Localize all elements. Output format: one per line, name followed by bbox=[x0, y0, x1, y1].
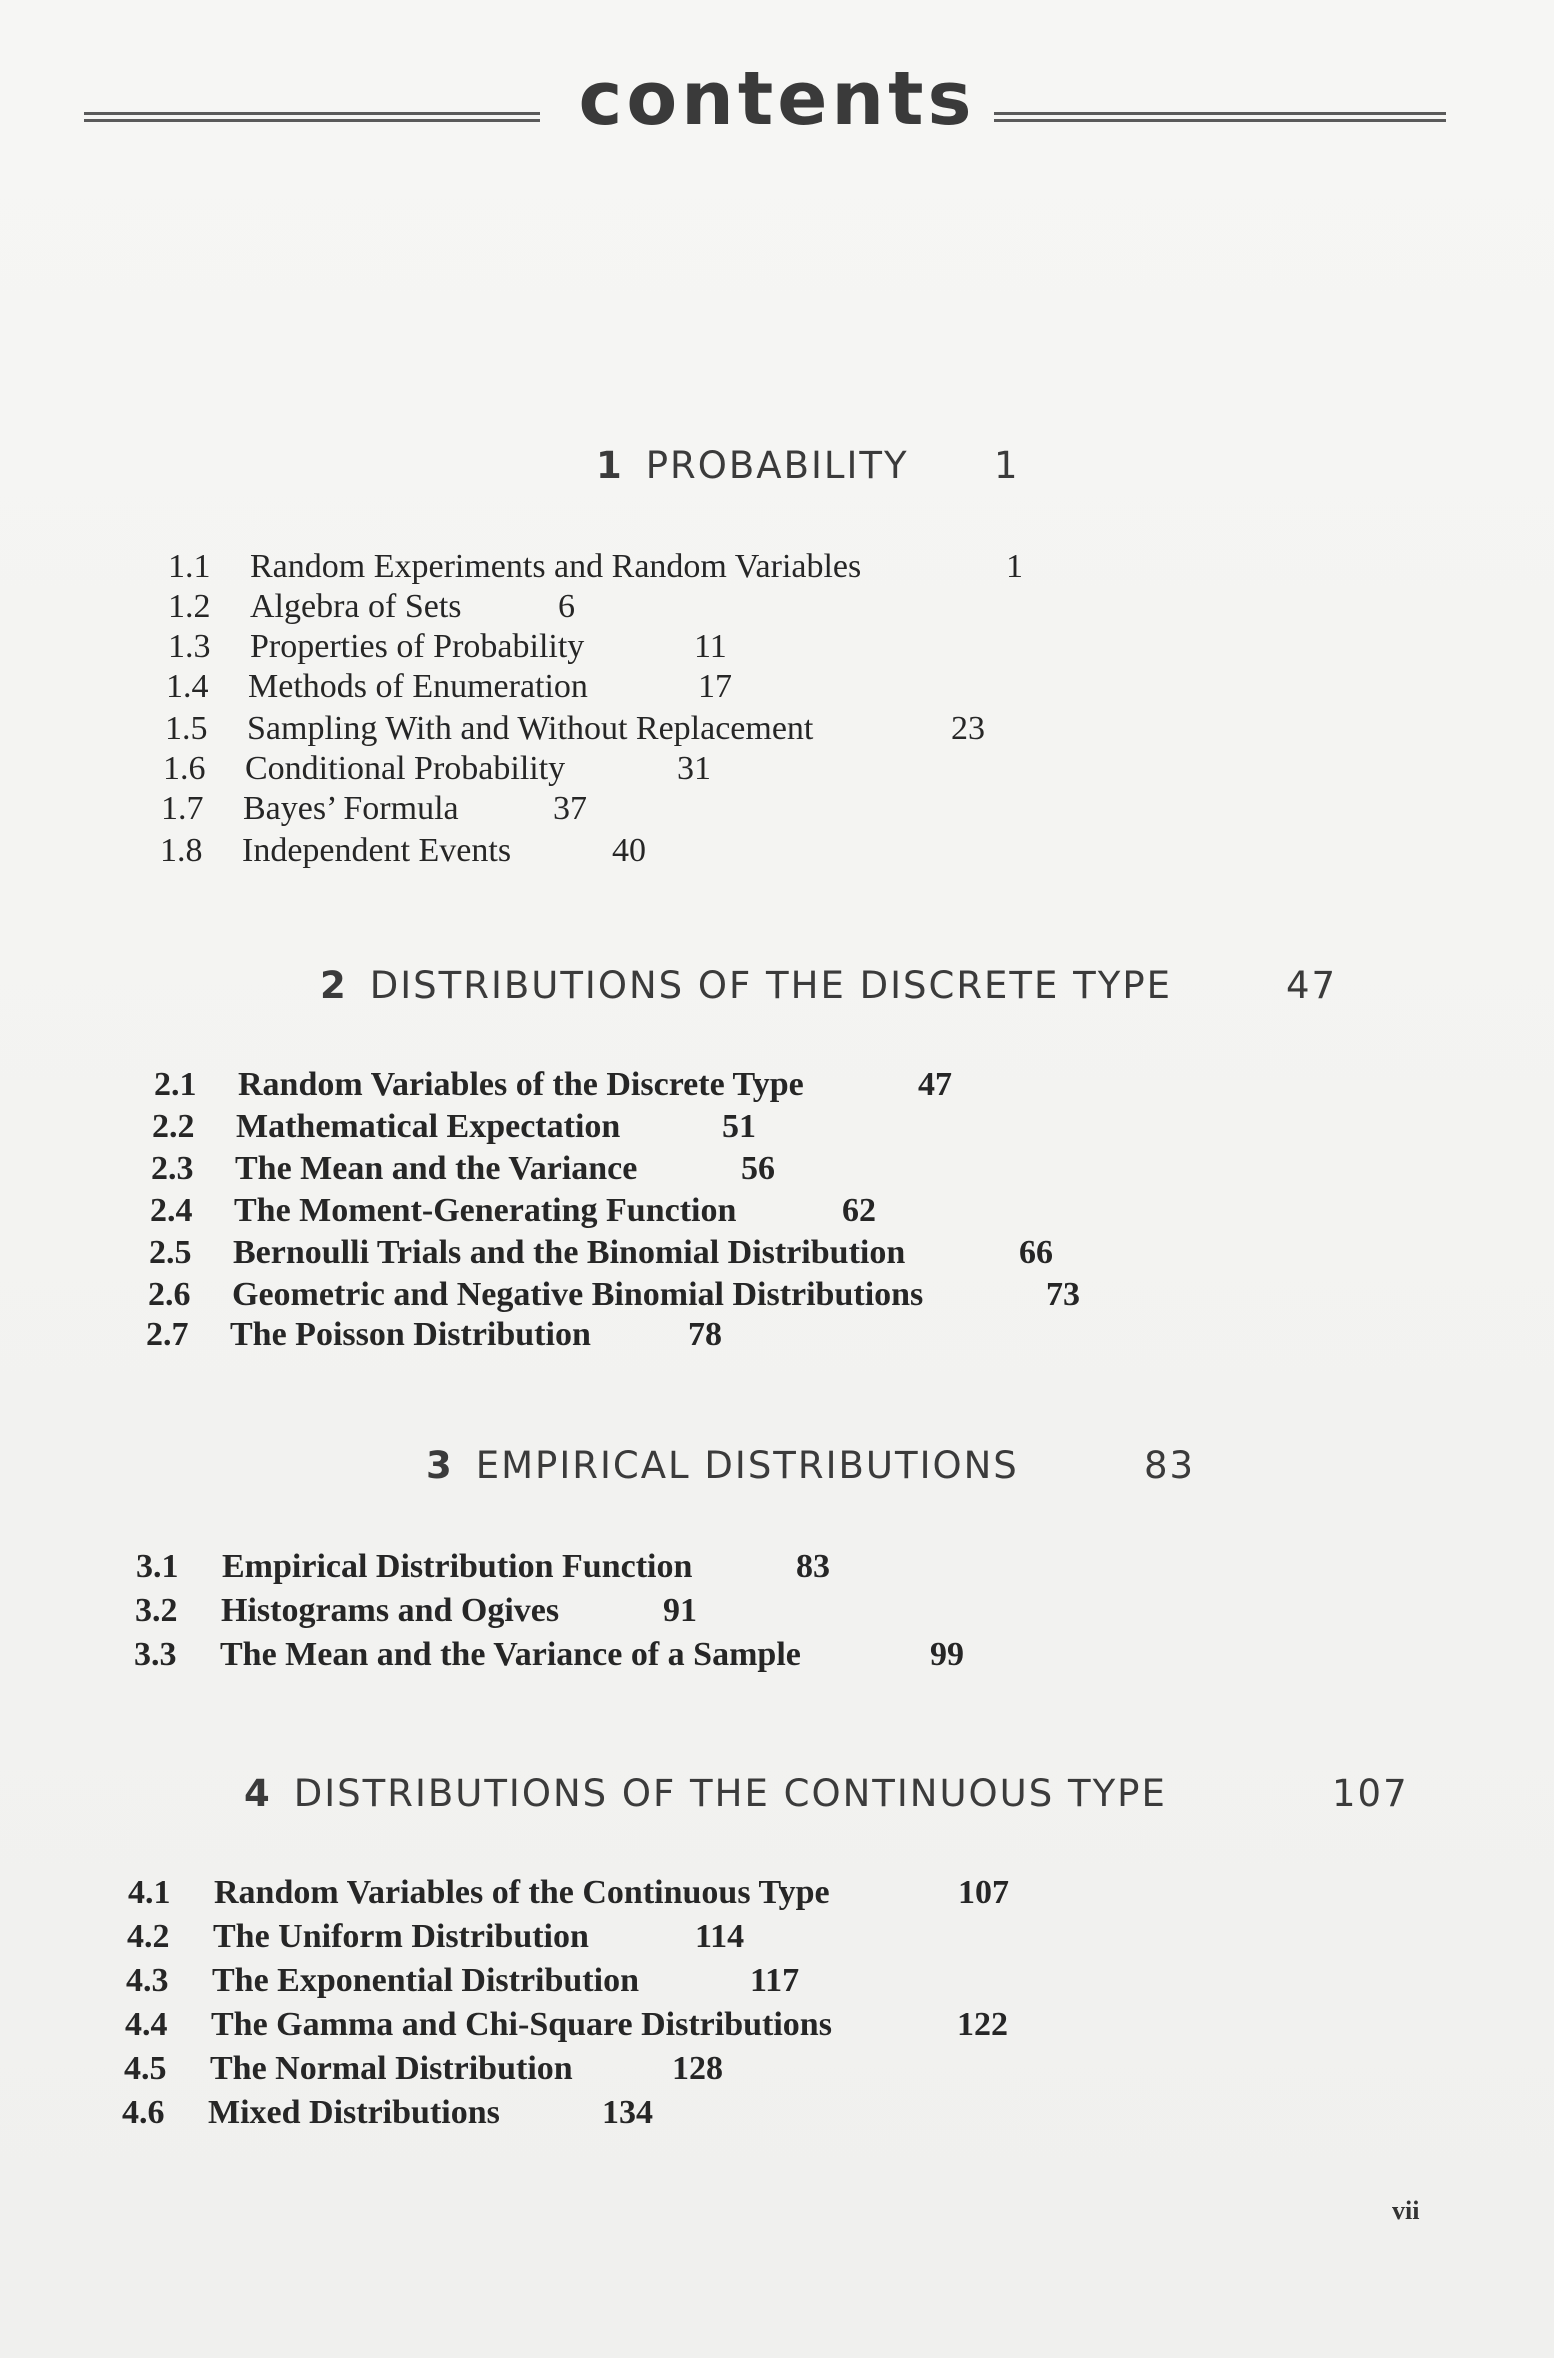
section-title: Properties of Probability bbox=[250, 628, 585, 665]
section-number: 2.2 bbox=[152, 1108, 195, 1145]
section-number: 2.5 bbox=[149, 1234, 192, 1271]
section-page: 107 bbox=[958, 1874, 1009, 1911]
section-title: Random Variables of the Continuous Type bbox=[214, 1874, 830, 1911]
section-title: The Gamma and Chi-Square Distributions bbox=[211, 2006, 832, 2043]
section-title: Algebra of Sets bbox=[250, 588, 462, 625]
section-title: The Exponential Distribution bbox=[212, 1962, 639, 1999]
section-page: 73 bbox=[1046, 1276, 1080, 1313]
section-number: 1.4 bbox=[166, 668, 209, 705]
section-number: 4.4 bbox=[125, 2006, 168, 2043]
section-number: 3.2 bbox=[135, 1592, 178, 1629]
section-number: 1.2 bbox=[168, 588, 211, 625]
section-number: 1.1 bbox=[168, 548, 211, 585]
chapter-number: 2 bbox=[320, 964, 348, 1007]
section-page: 6 bbox=[558, 588, 575, 625]
section-title: Random Experiments and Random Variables bbox=[250, 548, 862, 585]
chapter-heading-2 bbox=[320, 964, 1338, 1007]
chapter-heading-4 bbox=[244, 1772, 1409, 1815]
chapter-page: 1 bbox=[994, 444, 1020, 487]
chapter-title: DISTRIBUTIONS OF THE DISCRETE TYPE bbox=[369, 964, 1173, 1007]
section-number: 4.1 bbox=[128, 1874, 171, 1911]
section-title: The Uniform Distribution bbox=[213, 1918, 589, 1955]
section-number: 1.7 bbox=[161, 790, 204, 827]
section-title: Histograms and Ogives bbox=[221, 1592, 560, 1629]
section-page: 51 bbox=[722, 1108, 756, 1145]
section-title: The Mean and the Variance of a Sample bbox=[220, 1636, 801, 1673]
chapter-page: 83 bbox=[1144, 1444, 1196, 1487]
section-title: Conditional Probability bbox=[245, 750, 566, 787]
section-title: Mathematical Expectation bbox=[236, 1108, 621, 1145]
section-page: 83 bbox=[796, 1548, 830, 1585]
section-number: 1.3 bbox=[168, 628, 211, 665]
section-number: 2.7 bbox=[146, 1316, 189, 1353]
chapter-title: PROBABILITY bbox=[645, 444, 909, 487]
page-title: contents bbox=[578, 56, 976, 142]
section-page: 128 bbox=[672, 2050, 723, 2087]
section-page: 40 bbox=[612, 832, 646, 869]
section-page: 78 bbox=[688, 1316, 722, 1353]
chapter-heading-3 bbox=[426, 1444, 1196, 1487]
section-title: Bernoulli Trials and the Binomial Distribution bbox=[233, 1234, 906, 1271]
chapter-number: 3 bbox=[426, 1444, 454, 1487]
section-title: Empirical Distribution Function bbox=[222, 1548, 693, 1585]
section-page: 17 bbox=[698, 668, 732, 705]
section-title: Bayes’ Formula bbox=[243, 790, 459, 827]
section-page: 56 bbox=[741, 1150, 775, 1187]
chapter-page: 107 bbox=[1332, 1772, 1409, 1815]
chapter-number: 4 bbox=[244, 1772, 272, 1815]
section-number: 4.3 bbox=[126, 1962, 169, 1999]
section-number: 1.5 bbox=[165, 710, 208, 747]
section-number: 4.2 bbox=[127, 1918, 170, 1955]
section-page: 62 bbox=[842, 1192, 876, 1229]
section-page: 117 bbox=[750, 1962, 800, 1999]
section-page: 114 bbox=[695, 1918, 745, 1955]
section-page: 134 bbox=[602, 2094, 653, 2131]
section-number: 3.3 bbox=[134, 1636, 177, 1673]
section-number: 2.1 bbox=[154, 1066, 197, 1103]
section-number: 3.1 bbox=[136, 1548, 179, 1585]
section-page: 91 bbox=[663, 1592, 697, 1629]
chapter-title: EMPIRICAL DISTRIBUTIONS bbox=[475, 1444, 1019, 1487]
chapter-page: 47 bbox=[1286, 964, 1338, 1007]
section-number: 2.3 bbox=[151, 1150, 194, 1187]
section-number: 2.6 bbox=[148, 1276, 191, 1313]
section-page: 122 bbox=[957, 2006, 1008, 2043]
section-title: The Mean and the Variance bbox=[235, 1150, 638, 1187]
section-title: Independent Events bbox=[242, 832, 512, 869]
section-page: 23 bbox=[951, 710, 985, 747]
section-page: 31 bbox=[677, 750, 711, 787]
section-number: 1.8 bbox=[160, 832, 203, 869]
section-page: 47 bbox=[918, 1066, 952, 1103]
section-title: Geometric and Negative Binomial Distributions bbox=[232, 1276, 924, 1313]
section-number: 4.6 bbox=[122, 2094, 165, 2131]
section-page: 66 bbox=[1019, 1234, 1053, 1271]
section-page: 37 bbox=[553, 790, 587, 827]
section-number: 4.5 bbox=[124, 2050, 167, 2087]
section-title: The Normal Distribution bbox=[210, 2050, 573, 2087]
section-title: The Moment-Generating Function bbox=[234, 1192, 737, 1229]
section-page: 1 bbox=[1006, 548, 1023, 585]
section-title: The Poisson Distribution bbox=[230, 1316, 591, 1353]
chapter-title: DISTRIBUTIONS OF THE CONTINUOUS TYPE bbox=[293, 1772, 1167, 1815]
section-number: 2.4 bbox=[150, 1192, 193, 1229]
chapter-heading-1 bbox=[596, 444, 1020, 487]
section-title: Random Variables of the Discrete Type bbox=[238, 1066, 804, 1103]
section-number: 1.6 bbox=[163, 750, 206, 787]
page-folio: vii bbox=[1392, 2196, 1420, 2225]
chapter-number: 1 bbox=[596, 444, 624, 487]
section-page: 99 bbox=[930, 1636, 964, 1673]
section-title: Mixed Distributions bbox=[208, 2094, 500, 2131]
section-title: Methods of Enumeration bbox=[248, 668, 588, 705]
header-rule-right bbox=[994, 112, 1446, 122]
section-title: Sampling With and Without Replacement bbox=[247, 710, 814, 747]
section-page: 11 bbox=[694, 628, 727, 665]
